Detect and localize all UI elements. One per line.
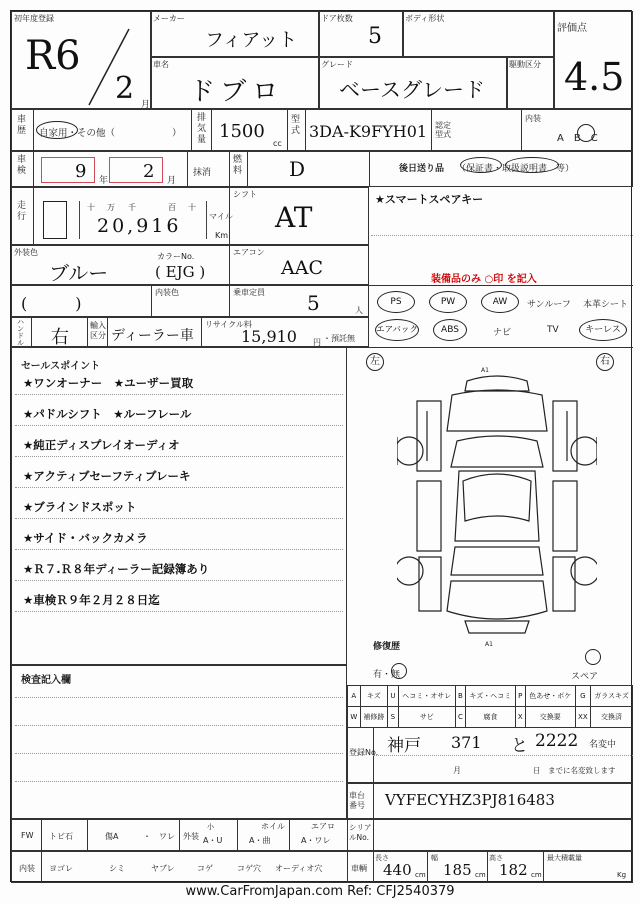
capacity-label: 乗車定員 bbox=[233, 288, 265, 297]
footer-ref: www.CarFromJapan.com Ref: CFJ2540379 bbox=[185, 884, 455, 899]
score-label: 評価点 bbox=[557, 23, 587, 34]
unit-ten-man: 十 bbox=[87, 203, 95, 212]
width-value: 185 bbox=[443, 861, 472, 879]
left-marker: 左 bbox=[366, 353, 384, 371]
recycle-label: リサイクル料 bbox=[205, 320, 252, 329]
docs-label: 後日送り品 bbox=[399, 164, 445, 174]
reg-class: 371 bbox=[451, 733, 482, 752]
score-value: 4.5 bbox=[564, 55, 625, 99]
inspection-month: 2 bbox=[143, 161, 155, 182]
sales-point: ★ワンオーナー ★ユーザー買取 bbox=[23, 376, 194, 390]
damage-legend-cell: 補修跡 bbox=[360, 707, 387, 728]
type-label: 型式 bbox=[291, 115, 301, 136]
damage-legend-cell: S bbox=[388, 707, 399, 728]
vin-label: 車台番号 bbox=[349, 791, 365, 810]
vin-value: VYFECYHZ3PJ816483 bbox=[385, 791, 555, 809]
serial-label: シリアルNo. bbox=[349, 823, 372, 842]
recycle-value: 15,910 bbox=[241, 327, 297, 346]
car-diagram bbox=[397, 371, 597, 641]
aero-value: A・ワレ bbox=[301, 836, 331, 845]
damage-legend-cell: P bbox=[515, 686, 525, 707]
equip-pw: PW bbox=[429, 291, 467, 313]
equip-tv: TV bbox=[547, 325, 559, 335]
displacement-value: 1500 bbox=[219, 121, 265, 142]
body-label: ボディ形状 bbox=[405, 14, 445, 23]
color-value: ブルー bbox=[49, 261, 109, 285]
spare-icon bbox=[585, 649, 601, 665]
int-dirt: ヨゴレ bbox=[49, 864, 73, 873]
damage-legend-cell: X bbox=[515, 707, 525, 728]
equip-leather: 本革シート bbox=[583, 300, 629, 310]
shift-label: シフト bbox=[233, 190, 257, 199]
equip-abs: ABS bbox=[433, 319, 467, 341]
height-label: 高さ bbox=[489, 854, 503, 862]
recycle-unit: 円 bbox=[313, 338, 321, 347]
mark-bottom: A1 bbox=[485, 641, 493, 648]
interior-grades: A B C bbox=[557, 133, 598, 144]
history-label: 車歴 bbox=[17, 115, 27, 136]
aircon-label: エアコン bbox=[233, 248, 265, 257]
equip-keyless: キーレス bbox=[579, 319, 627, 341]
sales-point: ★パドルシフト ★ルーフレール bbox=[23, 407, 192, 421]
deposit-note: ・預託無 bbox=[323, 334, 355, 343]
damage-legend-cell: C bbox=[455, 707, 465, 728]
inspection-year-box bbox=[41, 157, 95, 183]
displacement-unit: cc bbox=[273, 139, 282, 148]
interior-color-label: 内装色 bbox=[155, 288, 179, 297]
reg-change: 名変中 bbox=[589, 740, 617, 750]
inspection-year-unit: 年 bbox=[99, 176, 109, 186]
reg-number: 2222 bbox=[535, 731, 579, 751]
reg-kana: と bbox=[511, 736, 528, 756]
handle-value: 右 bbox=[51, 327, 69, 348]
unit-ju: 十 bbox=[188, 203, 196, 212]
damage-legend-cell: ガラスキズ bbox=[591, 686, 633, 707]
shift-value: AT bbox=[275, 201, 313, 234]
fw-label: FW bbox=[21, 831, 34, 840]
sales-point: ★純正ディスプレイオーディオ bbox=[23, 438, 180, 452]
handle-label: ハンドル bbox=[17, 318, 24, 347]
sales-point: ★アクティブセーフティブレーキ bbox=[23, 469, 191, 483]
fuel-label: 燃料 bbox=[233, 155, 243, 176]
damage-legend-cell: 交換要 bbox=[525, 707, 575, 728]
inspection-label: 車検 bbox=[17, 155, 27, 176]
equipment-grid bbox=[369, 287, 633, 347]
reg-month: 2 bbox=[115, 71, 135, 106]
spare-label: スペア bbox=[571, 672, 599, 682]
damage-legend-cell: A bbox=[348, 686, 361, 707]
equip-navi: ナビ bbox=[493, 328, 512, 338]
registration-label: 登録No. bbox=[349, 748, 379, 757]
equip-sunroof: サンルーフ bbox=[527, 300, 571, 310]
sales-point: ★サイド・バックカメラ bbox=[23, 531, 148, 545]
fw-item-2: 傷A bbox=[105, 832, 119, 841]
damage-legend-cell: B bbox=[455, 686, 465, 707]
length-value: 440 bbox=[383, 861, 412, 879]
warranty-circle bbox=[460, 157, 502, 173]
wheel-label: ホイル bbox=[261, 822, 285, 831]
height-unit: cm bbox=[531, 871, 542, 879]
inspection-memo-box bbox=[11, 665, 347, 819]
maker-value: フィアット bbox=[205, 29, 298, 51]
model-value: ドブロ bbox=[189, 77, 285, 107]
equip-airbag: エアバック bbox=[375, 319, 419, 341]
aircon-value: AAC bbox=[281, 257, 323, 279]
import-label: 輸入区分 bbox=[90, 321, 106, 340]
import-value: ディーラー車 bbox=[111, 328, 194, 344]
repair-circle bbox=[391, 663, 407, 679]
exterior-au: A・U bbox=[203, 836, 223, 845]
exterior-label: 外装 bbox=[183, 832, 199, 841]
inspection-year: 9 bbox=[75, 161, 87, 182]
inspect-label: 検査記入欄 bbox=[21, 675, 71, 686]
damage-legend-cell: 腐食 bbox=[466, 707, 516, 728]
damage-legend-cell: XX bbox=[575, 707, 590, 728]
manual-circle bbox=[505, 157, 559, 173]
fw-item-1: トビ石 bbox=[49, 832, 73, 841]
int-stain: シミ bbox=[109, 864, 125, 873]
width-unit: cm bbox=[475, 871, 486, 879]
wheel-value: A・曲 bbox=[249, 836, 271, 845]
equip-ps: PS bbox=[377, 291, 415, 313]
damage-legend-cell: キズ・ヘコミ bbox=[466, 686, 516, 707]
unit-km: Km bbox=[215, 231, 229, 240]
displacement-label: 排気量 bbox=[197, 113, 207, 145]
damage-legend-cell: サビ bbox=[398, 707, 455, 728]
history-circle bbox=[36, 121, 78, 139]
color-no-value: ( EJG ) bbox=[155, 263, 206, 281]
equip-aw: AW bbox=[481, 291, 519, 313]
sales-point: ★車検Ｒ９年２月２８日迄 bbox=[23, 593, 160, 607]
damage-legend-cell: G bbox=[575, 686, 590, 707]
paren-value: ( ) bbox=[21, 294, 82, 313]
docs-value: （保証書・取扱説明書 等） bbox=[457, 164, 575, 174]
repair-value: 有・無 bbox=[373, 670, 401, 680]
sales-point: ★ブラインドスポット bbox=[23, 500, 137, 514]
emission-label: 抹消 bbox=[193, 168, 212, 178]
weight-label: 最大積載量 bbox=[547, 854, 582, 862]
grade-value: ベースグレード bbox=[339, 78, 485, 102]
damage-legend-cell: キズ bbox=[360, 686, 387, 707]
damage-legend-cell: W bbox=[348, 707, 361, 728]
height-value: 182 bbox=[499, 861, 528, 879]
capacity-unit: 人 bbox=[355, 306, 363, 315]
inspection-month-box bbox=[109, 157, 163, 183]
model-label: 車名 bbox=[153, 60, 169, 69]
width-label: 幅 bbox=[431, 854, 438, 862]
exterior-small: 小 bbox=[207, 823, 214, 831]
reg-month-unit: 月 bbox=[141, 100, 151, 110]
int-audio-hole: オーディオ穴 bbox=[275, 864, 323, 873]
maker-label: メーカー bbox=[153, 14, 185, 23]
mileage-prefix-box bbox=[43, 201, 67, 239]
color-no-label: カラーNo. bbox=[157, 252, 195, 261]
equipment-note: 装備品のみ ○印 を記入 bbox=[431, 274, 537, 285]
sales-point: ★Ｒ７.Ｒ８年ディーラー記録簿あり bbox=[23, 562, 210, 576]
int-tear: ヤブレ bbox=[151, 864, 175, 873]
mileage-value: 20,916 bbox=[97, 215, 182, 237]
drive-label: 駆動区分 bbox=[509, 60, 541, 69]
damage-legend-cell: U bbox=[388, 686, 399, 707]
damage-legend-cell: 色あせ・ボケ bbox=[525, 686, 575, 707]
damage-legend-cell: 交換済 bbox=[591, 707, 633, 728]
int-burn: コゲ bbox=[197, 864, 213, 873]
right-marker: 右 bbox=[596, 353, 614, 371]
sales-label: セールスポイント bbox=[21, 361, 101, 372]
interior-label: 内装 bbox=[19, 864, 35, 873]
cert-label: 認定型式 bbox=[435, 121, 451, 139]
weight-unit: Kg bbox=[617, 871, 627, 879]
reg-place: 神戸 bbox=[387, 736, 421, 756]
type-value: 3DA-K9FYH01 bbox=[309, 122, 428, 141]
fuel-value: D bbox=[289, 157, 306, 181]
mark-top: A1 bbox=[481, 367, 489, 374]
repair-label: 修復歴 bbox=[373, 642, 401, 652]
unit-man: 万 bbox=[107, 203, 115, 212]
doors-value: 5 bbox=[368, 24, 382, 49]
aero-label: エアロ bbox=[311, 822, 335, 831]
color-label: 外装色 bbox=[14, 248, 38, 257]
length-unit: cm bbox=[415, 871, 426, 879]
smartkey-note: ★スマートスペアキー bbox=[375, 193, 484, 206]
doors-label: ドア枚数 bbox=[321, 14, 353, 23]
unit-sen: 千 bbox=[128, 203, 136, 212]
history-options: 自家用・その他（ ） bbox=[39, 128, 182, 139]
size-label: 車輌 bbox=[351, 864, 367, 873]
inspection-month-unit: 月 bbox=[167, 176, 177, 186]
fw-item-3: ・ ワレ bbox=[143, 832, 175, 841]
mileage-label: 走行 bbox=[17, 201, 27, 222]
interior-grade-label: 内装 bbox=[525, 114, 541, 123]
reg-year: R6 bbox=[25, 33, 81, 79]
length-label: 長さ bbox=[375, 854, 389, 862]
auction-sheet bbox=[10, 10, 632, 882]
unit-hyaku: 百 bbox=[168, 203, 176, 212]
reg-day-note: 日 までに名変致します bbox=[533, 766, 616, 775]
first-reg-label: 初年度登録 bbox=[14, 14, 54, 23]
grade-label: グレード bbox=[321, 60, 353, 69]
reg-month-unit: 月 bbox=[453, 766, 461, 775]
interior-grade-circle bbox=[577, 124, 595, 142]
int-burn-hole: コゲ穴 bbox=[237, 864, 261, 873]
capacity-value: 5 bbox=[307, 291, 320, 315]
unit-mile: マイル bbox=[209, 212, 233, 221]
damage-legend-cell: ヘコミ・オサレ bbox=[398, 686, 455, 707]
damage-legend bbox=[347, 685, 633, 728]
